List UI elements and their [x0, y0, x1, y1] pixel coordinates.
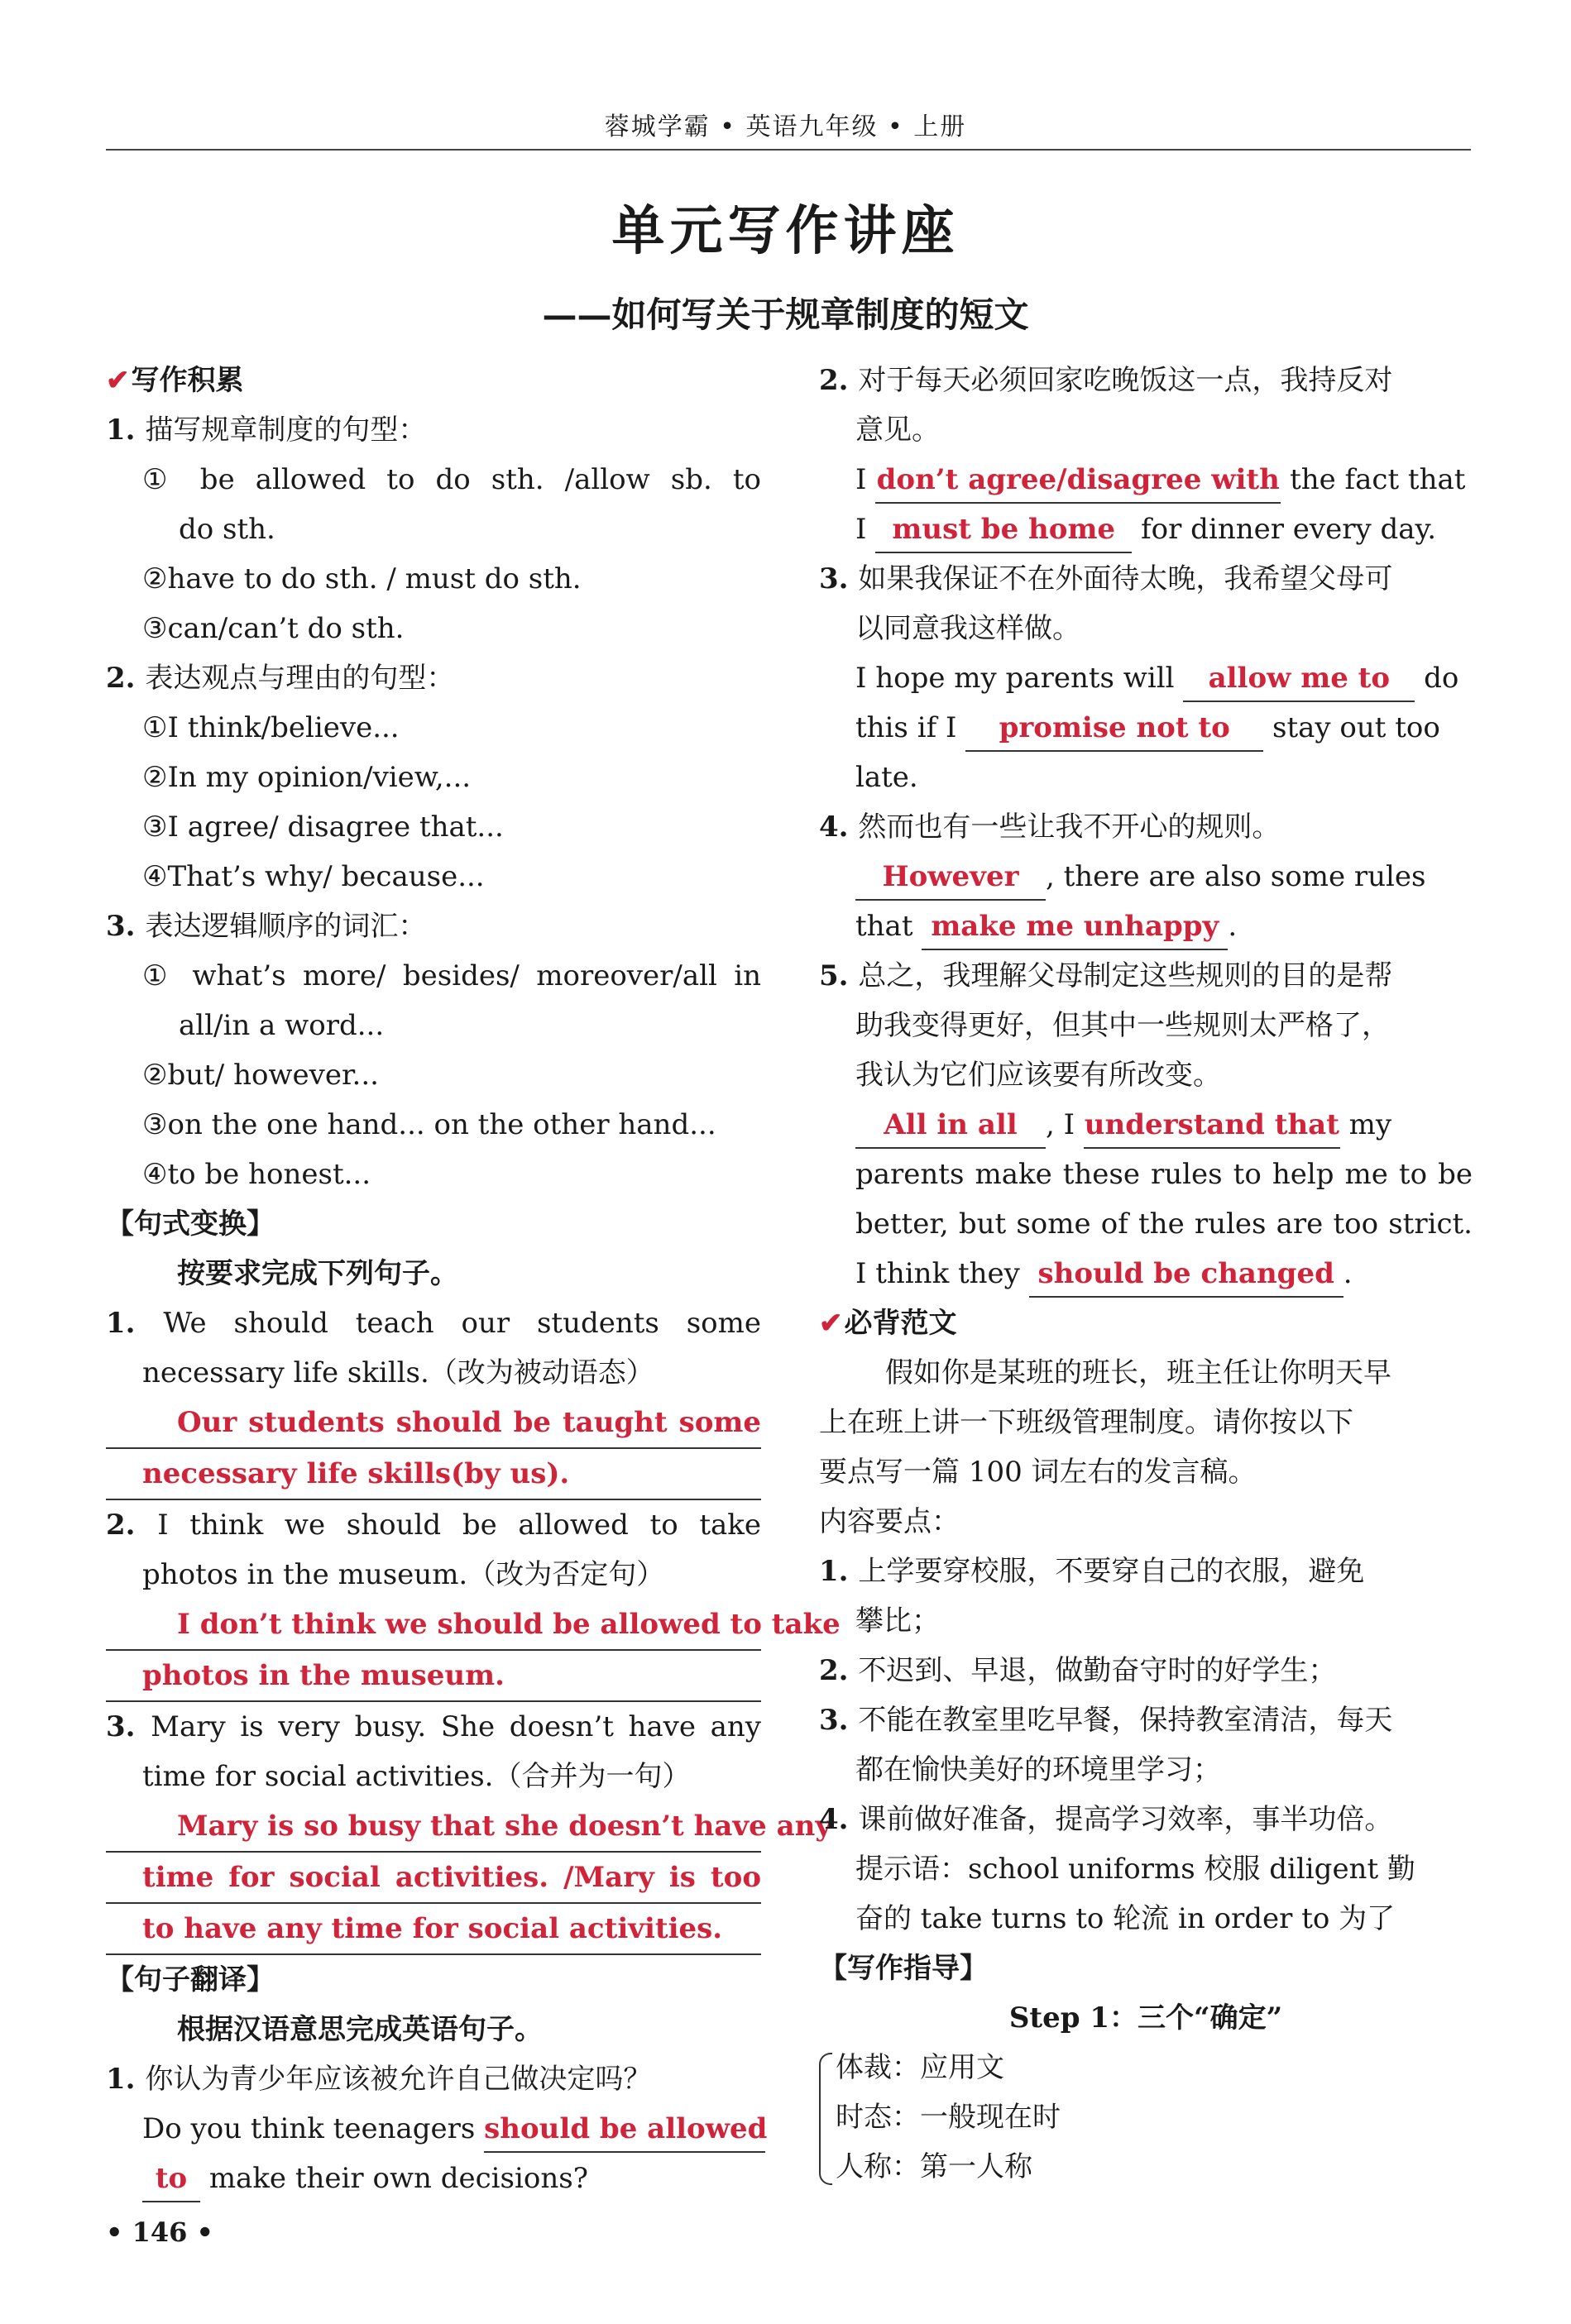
list-item: 3. 不能在教室里吃早餐，保持教室清洁，每天 — [819, 1704, 1393, 1737]
brace-bracket — [819, 2053, 832, 2185]
answer-blank: must be home — [875, 509, 1132, 553]
list-item: 2. 不迟到、早退，做勤奋守时的好学生； — [819, 1654, 1337, 1687]
list-item: ③I agree/ disagree that... — [142, 811, 504, 844]
answer-blank: However — [855, 856, 1046, 901]
exercise-line: this if I promise not to stay out too — [819, 703, 1473, 753]
list-item: 3. 表达逻辑顺序的词汇： — [106, 910, 427, 943]
exercise-line: 我认为它们应该要有所改变。 — [855, 1059, 1221, 1092]
answer-blank: make me unhappy — [922, 906, 1228, 950]
list-item: ②but/ however... — [142, 1059, 379, 1092]
section-heading-model-essay: ✔必背范文 — [819, 1307, 957, 1340]
list-item: 都在愉快美好的环境里学习； — [855, 1753, 1221, 1786]
hint-line: 奋的 take turns to 轮流 in order to 为了 — [855, 1902, 1396, 1935]
exercise-line: to make their own decisions? — [106, 2154, 761, 2203]
list-item: ③can/can’t do sth. — [142, 612, 405, 645]
check-icon: ✔ — [106, 364, 130, 397]
answer-blank: don’t agree/disagree with — [875, 459, 1281, 504]
list-item: ④to be honest... — [142, 1158, 371, 1191]
list-item: ①I think/believe... — [142, 711, 400, 744]
list-item: ① what’s more/ besides/ moreover/all in — [142, 959, 761, 992]
exercise-line: 1. 你认为青少年应该被允许自己做决定吗？ — [106, 2063, 652, 2096]
exercise-line: However , there are also some rules — [819, 852, 1473, 901]
exercise-line: time for social activities.（合并为一句） — [142, 1760, 691, 1793]
page-number: • 146 • — [106, 2216, 213, 2248]
right-column — [819, 356, 1473, 2192]
list-item: all/in a word... — [179, 1009, 385, 1042]
check-icon: ✔ — [819, 1307, 843, 1340]
answer-line: time for social activities. /Mary is too — [106, 1853, 761, 1904]
answer-line: necessary life skills(by us). — [106, 1449, 761, 1500]
running-header: 蓉城学霸 • 英语九年级 • 上册 — [604, 112, 967, 141]
exercise-line: better, but some of the rules are too strict. — [855, 1207, 1473, 1241]
exercise-line: photos in the museum.（改为否定句） — [142, 1558, 665, 1591]
list-item: 1. 上学要穿校服，不要穿自己的衣服，避免 — [819, 1555, 1365, 1588]
list-item: ③on the one hand... on the other hand... — [142, 1108, 716, 1141]
answer-blank: promise not to — [965, 707, 1263, 752]
exercise-line: late. — [855, 761, 918, 794]
exercise-line: I don’t agree/disagree with the fact that — [819, 455, 1473, 504]
list-item: do sth. — [179, 513, 275, 546]
section-heading-writing-accumulation: ✔写作积累 — [106, 364, 244, 397]
exercise-line: 以同意我这样做。 — [855, 612, 1080, 645]
exercise-line: that make me unhappy . — [819, 901, 1473, 951]
exercise-line: necessary life skills.（改为被动语态） — [142, 1356, 654, 1389]
instruction: 按要求完成下列句子。 — [177, 1257, 458, 1290]
instruction: 根据汉语意思完成英语句子。 — [177, 2013, 543, 2046]
answer-line: photos in the museum. — [106, 1651, 761, 1702]
exercise-line: 4. 然而也有一些让我不开心的规则。 — [819, 811, 1281, 844]
answer-line: I don’t think we should be allowed to take — [106, 1600, 761, 1651]
brace-group — [819, 2043, 1473, 2192]
answer-blank: understand that — [1084, 1104, 1340, 1149]
list-item: 人称：第一人称 — [836, 2150, 1032, 2183]
list-item: 攀比； — [855, 1604, 940, 1638]
step-heading: Step 1：三个“确定” — [1008, 2001, 1283, 2035]
hint-line: 提示语：school uniforms 校服 diligent 勤 — [855, 1853, 1415, 1886]
exercise-line: Do you think teenagers should be allowed — [106, 2104, 761, 2154]
exercise-line: 2. 对于每天必须回家吃晚饭这一点，我持反对 — [819, 364, 1393, 397]
exercise-line: I hope my parents will allow me to do — [819, 653, 1473, 703]
exercise-line: 3. 如果我保证不在外面待太晚，我希望父母可 — [819, 562, 1393, 595]
exercise-line: All in all , I understand that my — [819, 1100, 1473, 1150]
answer-line: to have any time for social activities. — [106, 1904, 761, 1955]
exercise-line: 意见。 — [855, 414, 940, 447]
exercise-line: I think they should be changed . — [819, 1249, 1473, 1298]
left-column — [106, 356, 841, 2203]
answer-blank: to — [142, 2158, 200, 2202]
exercise-line: I must be home for dinner every day. — [819, 504, 1473, 554]
page-subtitle: ——如何写关于规章制度的短文 — [542, 294, 1029, 335]
list-item: ②have to do sth. / must do sth. — [142, 562, 582, 595]
answer-blank: should be changed — [1029, 1253, 1343, 1298]
answer-blank: All in all — [855, 1104, 1046, 1149]
list-item: 4. 课前做好准备，提高学习效率，事半功倍。 — [819, 1803, 1393, 1836]
answer-blank: should be allowed — [484, 2108, 765, 2153]
exercise-line: 1. We should teach our students some — [106, 1307, 761, 1340]
answer-line: Mary is so busy that she doesn’t have any — [106, 1801, 761, 1853]
section-heading-sentence-translation: 【句子翻译】 — [106, 1963, 275, 1996]
answer-line: Our students should be taught some — [106, 1398, 761, 1449]
exercise-line: parents make these rules to help me to be — [855, 1158, 1473, 1191]
header-rule — [106, 149, 1471, 151]
paragraph-line: 内容要点： — [819, 1505, 960, 1538]
exercise-line: 5. 总之，我理解父母制定这些规则的目的是帮 — [819, 959, 1393, 992]
exercise-line: 2. I think we should be allowed to take — [106, 1509, 761, 1542]
list-item: 时态：一般现在时 — [836, 2101, 1061, 2134]
exercise-line: 助我变得更好，但其中一些规则太严格了， — [855, 1009, 1390, 1042]
list-item: 体裁：应用文 — [836, 2051, 1004, 2084]
list-item: ① be allowed to do sth. /allow sb. to — [142, 463, 761, 496]
section-heading-sentence-transform: 【句式变换】 — [106, 1207, 275, 1241]
list-item: ②In my opinion/view,... — [142, 761, 472, 794]
list-item: ④That’s why/ because... — [142, 860, 485, 893]
list-item: 1. 描写规章制度的句型： — [106, 414, 427, 447]
list-item: 2. 表达观点与理由的句型： — [106, 662, 455, 695]
exercise-line: 3. Mary is very busy. She doesn’t have any — [106, 1710, 761, 1743]
page-title: 单元写作讲座 — [611, 200, 960, 262]
paragraph-line: 假如你是某班的班长，班主任让你明天早 — [885, 1356, 1391, 1389]
answer-blank: allow me to — [1183, 658, 1415, 702]
paragraph-line: 要点写一篇 100 词左右的发言稿。 — [819, 1456, 1257, 1489]
paragraph-line: 上在班上讲一下班级管理制度。请你按以下 — [819, 1406, 1353, 1439]
section-heading-writing-guide: 【写作指导】 — [819, 1952, 988, 1985]
